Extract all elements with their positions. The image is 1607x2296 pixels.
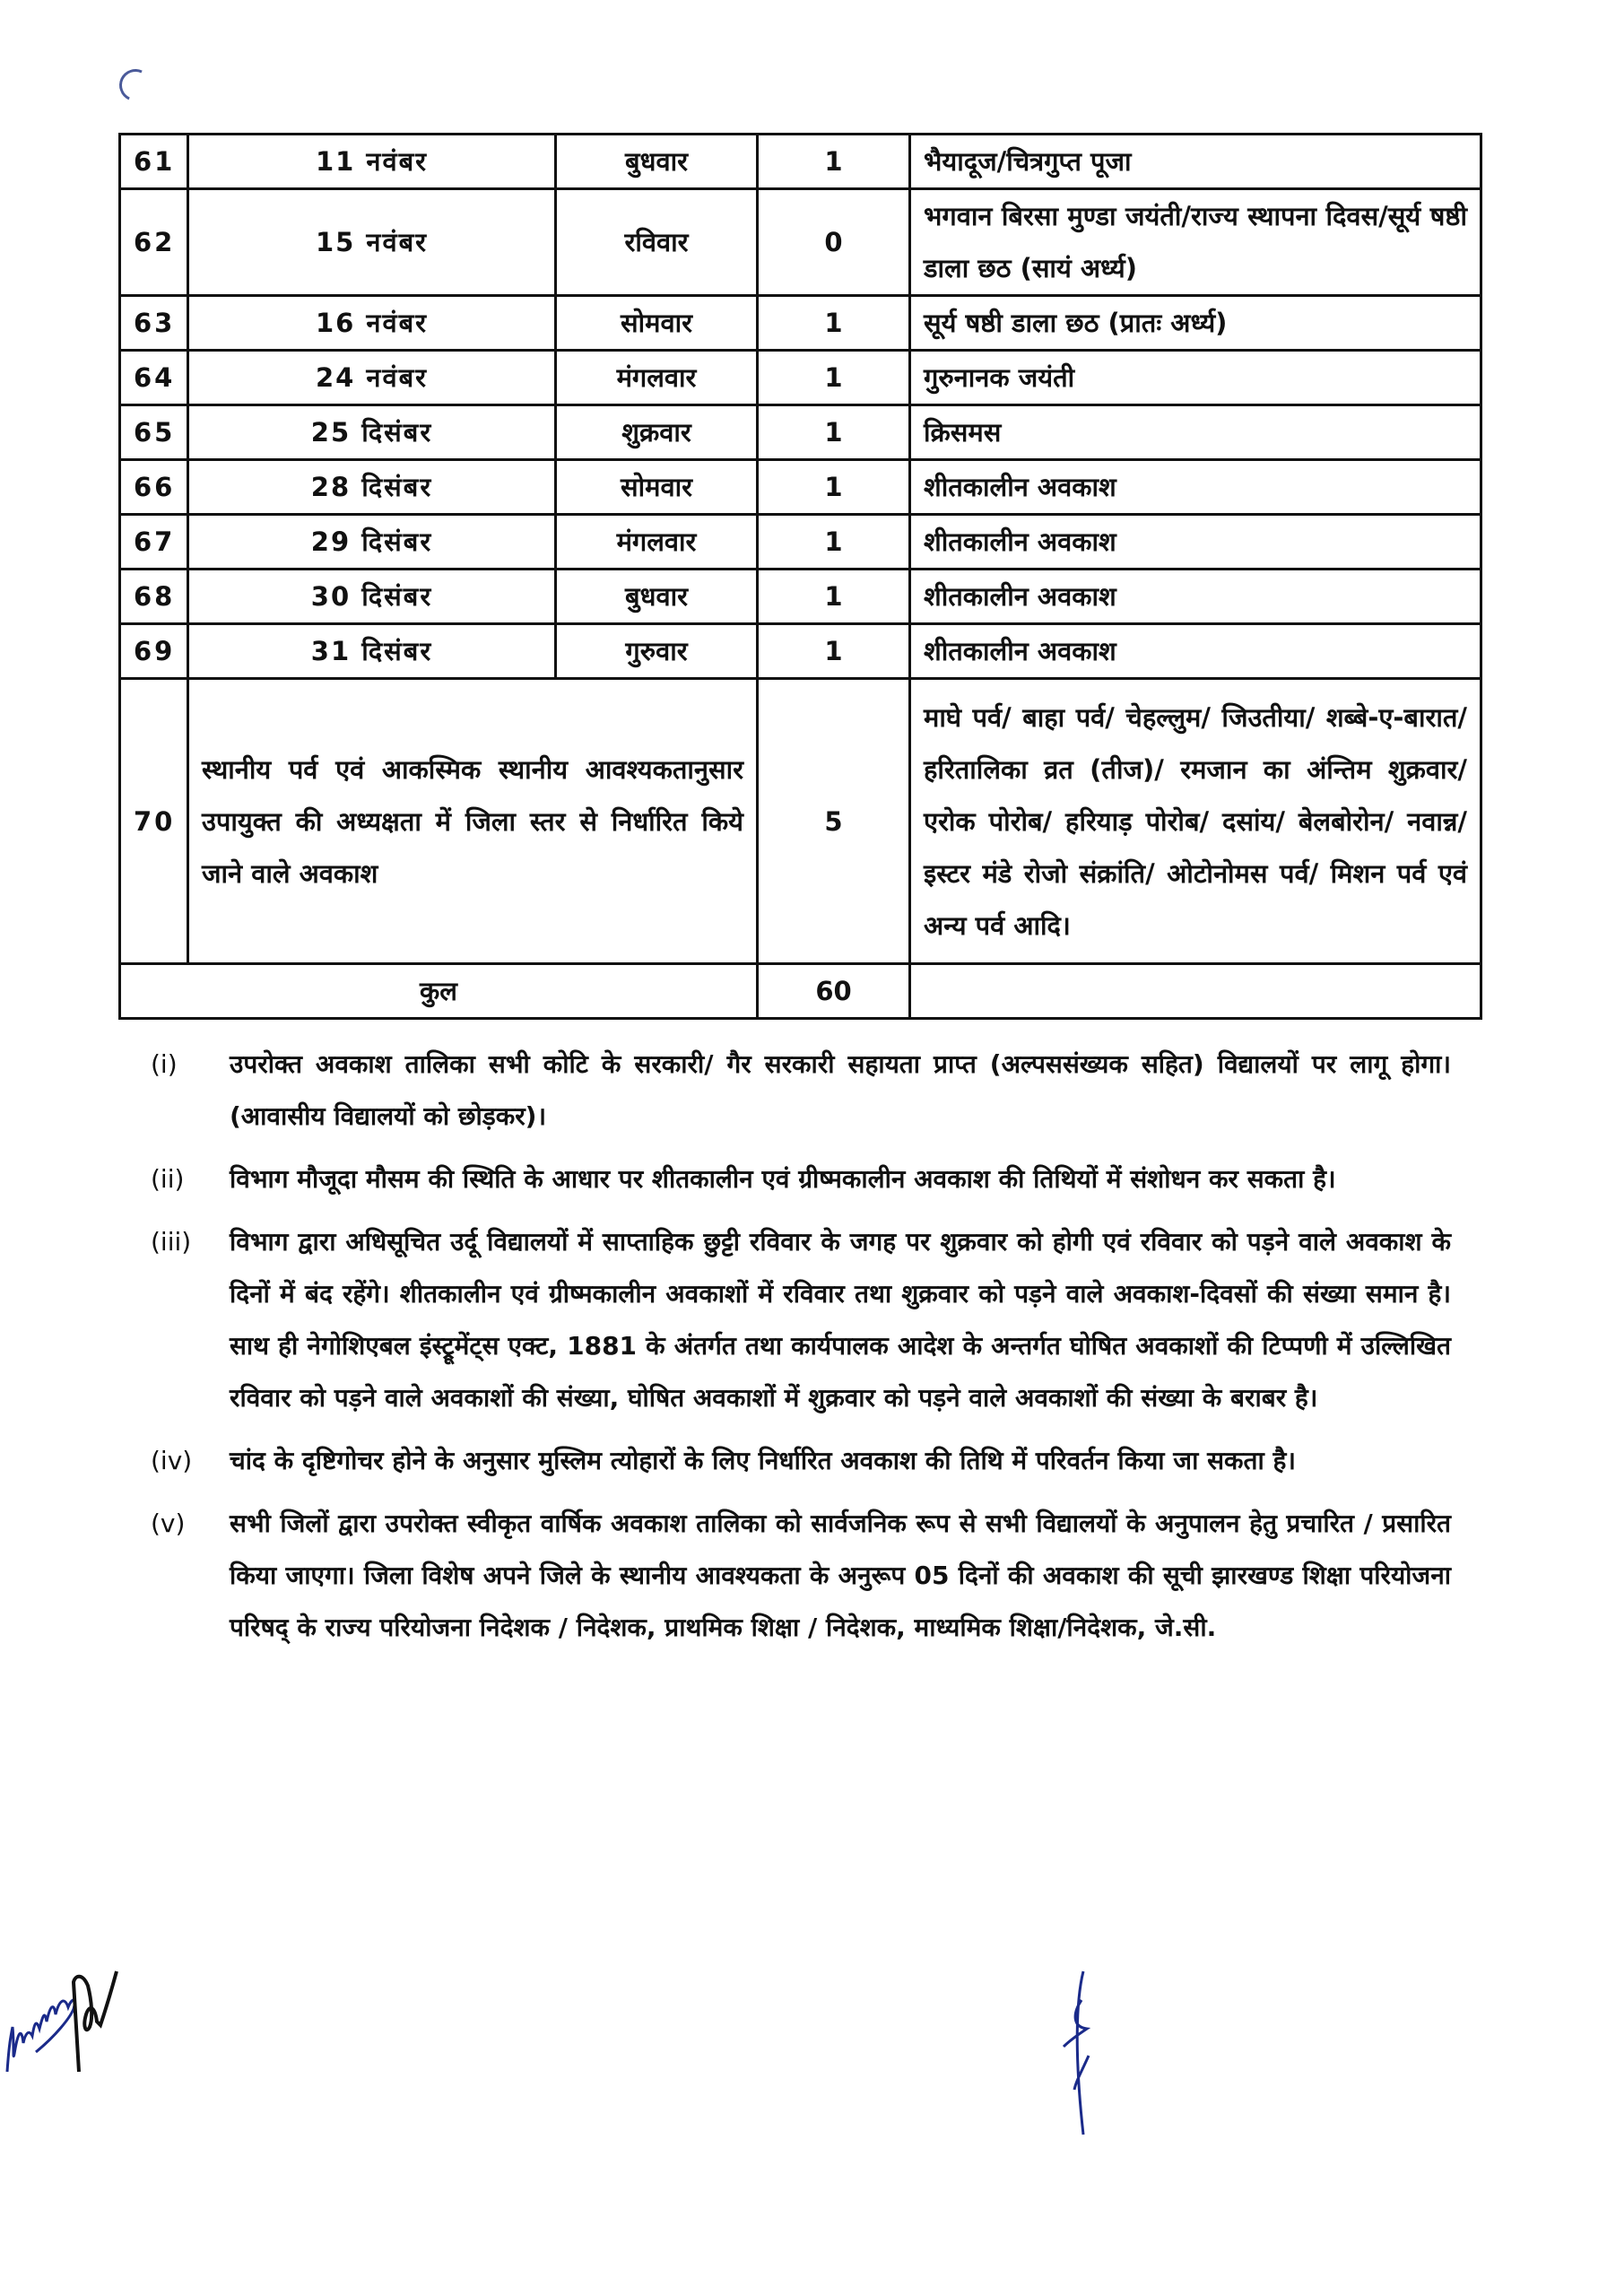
weekday: बुधवार [556, 135, 758, 189]
serial-number: 70 [120, 679, 188, 964]
holiday-description: शीतकालीन अवकाश [910, 570, 1481, 624]
note-number: (iv) [151, 1446, 193, 1475]
holiday-date: 30 दिसंबर [188, 570, 556, 624]
day-count: 0 [758, 189, 910, 296]
signatures [0, 1928, 1607, 2179]
serial-number: 66 [120, 460, 188, 515]
empty-cell [910, 964, 1481, 1019]
holiday-date: 15 नवंबर [188, 189, 556, 296]
signature-3 [1064, 1971, 1089, 2135]
signature-1 [7, 2000, 74, 2072]
weekday: मंगलवार [556, 515, 758, 570]
holiday-date: 25 दिसंबर [188, 405, 556, 460]
holiday-description: भैयादूज/चित्रगुप्त पूजा [910, 135, 1481, 189]
holiday-date: 31 दिसंबर [188, 624, 556, 679]
note-item [151, 1153, 1451, 1205]
local-holiday-list: माघे पर्व/ बाहा पर्व/ चेहल्लुम/ जिउतीया/ शब्बे-ए-बारात/ हरितालिका व्रत (तीज)/ रमजान का अंन्तिम शुक्रवार/ एरोक पोरोब/ हरियाड़ पोरोब/ दसांय/ बेलबोरोन/ नवान्न/ इस्टर मंडे रोजो संक्रांति/ ओटोनोमस पर्व/ मिशन पर्व एवं अन्य पर्व आदि। [910, 679, 1481, 964]
table-row [120, 624, 1481, 679]
holiday-description: शीतकालीन अवकाश [910, 460, 1481, 515]
note-number: (iii) [151, 1227, 192, 1257]
punch-hole-mark [115, 65, 156, 106]
weekday: गुरुवार [556, 624, 758, 679]
table-row [120, 405, 1481, 460]
day-count: 1 [758, 351, 910, 405]
serial-number: 64 [120, 351, 188, 405]
weekday: शुक्रवार [556, 405, 758, 460]
local-holiday-label: स्थानीय पर्व एवं आकस्मिक स्थानीय आवश्यकतानुसार उपायुक्त की अध्यक्षता में जिला स्तर से निर्धारित किये जाने वाले अवकाश [188, 679, 758, 964]
notes-list [151, 1039, 1451, 1665]
holiday-description: भगवान बिरसा मुण्डा जयंती/राज्य स्थापना दिवस/सूर्य षष्ठी डाला छठ (सायं अर्ध्य) [910, 189, 1481, 296]
weekday: रविवार [556, 189, 758, 296]
note-text: विभाग द्वारा अधिसूचित उर्दू विद्यालयों में साप्ताहिक छुट्टी रविवार के जगह पर शुक्रवार को होगी एवं रविवार को पड़ने वाले अवकाश के दिनों में बंद रहेंगे। शीतकालीन एवं ग्रीष्मकालीन अवकाशों में रविवार तथा शुक्रवार को पड़ने वाले अवकाश-दिवसों की संख्या समान है। साथ ही नेगोशिएबल इंस्ट्रूमेंट्स एक्ट, 1881 के अंतर्गत तथा कार्यपालक आदेश के अन्तर्गत घोषित अवकाशों की टिप्पणी में उल्लिखित रविवार को पड़ने वाले अवकाशों की संख्या, घोषित अवकाशों में शुक्रवार को पड़ने वाले अवकाशों की संख्या के बराबर है। [230, 1227, 1451, 1413]
holiday-description: शीतकालीन अवकाश [910, 624, 1481, 679]
note-text: विभाग मौजूदा मौसम की स्थिति के आधार पर शीतकालीन एवं ग्रीष्मकालीन अवकाश की तिथियों में संशोधन कर सकता है। [230, 1164, 1336, 1194]
total-label: कुल [120, 964, 758, 1019]
note-number: (v) [151, 1509, 186, 1538]
weekday: बुधवार [556, 570, 758, 624]
day-count: 1 [758, 296, 910, 351]
day-count: 1 [758, 405, 910, 460]
table-row [120, 296, 1481, 351]
note-text: चांद के दृष्टिगोचर होने के अनुसार मुस्लिम त्योहारों के लिए निर्धारित अवकाश की तिथि में परिवर्तन किया जा सकता है। [230, 1446, 1296, 1475]
note-number: (i) [151, 1049, 178, 1079]
serial-number: 65 [120, 405, 188, 460]
serial-number: 69 [120, 624, 188, 679]
serial-number: 62 [120, 189, 188, 296]
day-count: 1 [758, 135, 910, 189]
holiday-description: शीतकालीन अवकाश [910, 515, 1481, 570]
note-item [151, 1216, 1451, 1424]
day-count: 5 [758, 679, 910, 964]
weekday: मंगलवार [556, 351, 758, 405]
day-count: 1 [758, 460, 910, 515]
day-count: 1 [758, 624, 910, 679]
signature-2 [74, 1971, 117, 2072]
holiday-table [118, 133, 1482, 1020]
total-count: 60 [758, 964, 910, 1019]
holiday-description: गुरुनानक जयंती [910, 351, 1481, 405]
day-count: 1 [758, 515, 910, 570]
table-row [120, 515, 1481, 570]
holiday-date: 16 नवंबर [188, 296, 556, 351]
holiday-date: 28 दिसंबर [188, 460, 556, 515]
table-row [120, 570, 1481, 624]
note-text: सभी जिलों द्वारा उपरोक्त स्वीकृत वार्षिक अवकाश तालिका को सार्वजनिक रूप से सभी विद्यालयों के अनुपालन हेतु प्रचारित / प्रसारित किया जाएगा। जिला विशेष अपने जिले के स्थानीय आवश्यकता के अनुरूप 05 दिनों की अवकाश की सूची झारखण्ड शिक्षा परियोजना परिषद् के राज्य परियोजना निदेशक / निदेशक, प्राथमिक शिक्षा / निदेशक, माध्यमिक शिक्षा/निदेशक, जे.सी. [230, 1509, 1451, 1642]
serial-number: 63 [120, 296, 188, 351]
holiday-description: सूर्य षष्ठी डाला छठ (प्रातः अर्ध्य) [910, 296, 1481, 351]
holiday-date: 29 दिसंबर [188, 515, 556, 570]
note-text: उपरोक्त अवकाश तालिका सभी कोटि के सरकारी/ गैर सरकारी सहायता प्राप्त (अल्पससंख्यक सहित) विद्यालयों पर लागू होगा। (आवासीय विद्यालयों को छोड़कर)। [230, 1049, 1451, 1131]
serial-number: 67 [120, 515, 188, 570]
note-item [151, 1039, 1451, 1143]
holiday-date: 11 नवंबर [188, 135, 556, 189]
table-row-local-holidays [120, 679, 1481, 964]
holiday-date: 24 नवंबर [188, 351, 556, 405]
weekday: सोमवार [556, 460, 758, 515]
table-row [120, 351, 1481, 405]
serial-number: 68 [120, 570, 188, 624]
day-count: 1 [758, 570, 910, 624]
weekday: सोमवार [556, 296, 758, 351]
holiday-description: क्रिसमस [910, 405, 1481, 460]
table-row [120, 460, 1481, 515]
table-row [120, 189, 1481, 296]
note-item [151, 1435, 1451, 1487]
note-number: (ii) [151, 1164, 185, 1194]
note-item [151, 1498, 1451, 1654]
table-total-row [120, 964, 1481, 1019]
serial-number: 61 [120, 135, 188, 189]
table-row [120, 135, 1481, 189]
